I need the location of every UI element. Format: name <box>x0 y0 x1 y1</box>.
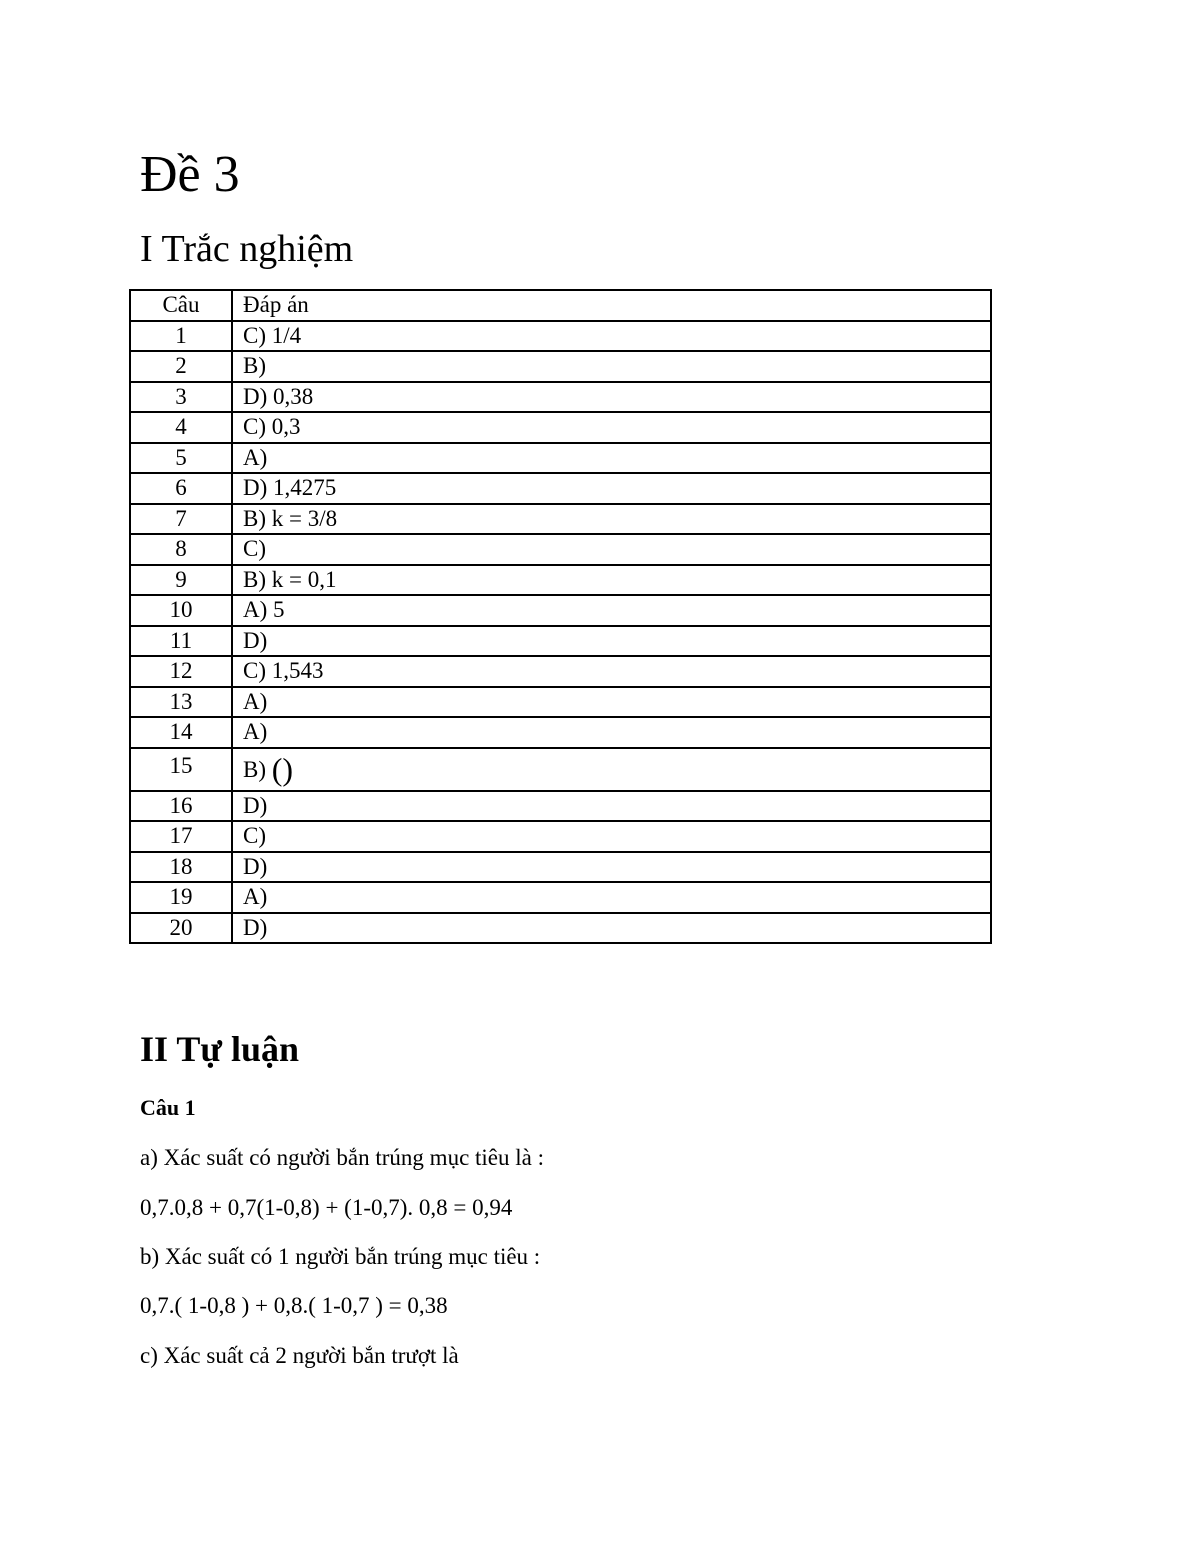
answer-value: A) 5 <box>232 595 991 626</box>
question-number: 2 <box>130 351 232 382</box>
question-number: 3 <box>130 382 232 413</box>
answer-table-header-row <box>130 290 991 321</box>
formula-placeholder: () <box>271 750 294 787</box>
question-number: 10 <box>130 595 232 626</box>
answer-value: B) <box>232 351 991 382</box>
question-number: 17 <box>130 821 232 852</box>
answer-table <box>129 289 992 944</box>
answer-value: A) <box>232 443 991 474</box>
answer-value: C) <box>232 534 991 565</box>
answer-value: D) <box>232 626 991 657</box>
answer-value: A) <box>232 882 991 913</box>
table-row <box>130 473 991 504</box>
solution-line-b: b) Xác suất có 1 người bắn trúng mục tiêu : <box>140 1244 541 1269</box>
table-row <box>130 321 991 352</box>
question-number: 9 <box>130 565 232 596</box>
table-row <box>130 382 991 413</box>
solution-formula-b: 0,7.( 1-0,8 ) + 0,8.( 1-0,7 ) = 0,38 <box>140 1293 448 1318</box>
table-row <box>130 687 991 718</box>
header-answer: Đáp án <box>232 290 991 321</box>
document-title: Đề 3 <box>140 146 240 203</box>
answer-value: C) 1,543 <box>232 656 991 687</box>
question-number: 19 <box>130 882 232 913</box>
table-row <box>130 913 991 944</box>
table-row <box>130 565 991 596</box>
question-number: 5 <box>130 443 232 474</box>
question-number: 18 <box>130 852 232 883</box>
solution-formula-a: 0,7.0,8 + 0,7(1-0,8) + (1-0,7). 0,8 = 0,94 <box>140 1195 513 1220</box>
answer-value: A) <box>232 687 991 718</box>
answer-value: D) <box>232 852 991 883</box>
question-number: 8 <box>130 534 232 565</box>
answer-value: D) <box>232 913 991 944</box>
answer-value: B) k = 0,1 <box>232 565 991 596</box>
question-number: 4 <box>130 412 232 443</box>
table-row <box>130 717 991 748</box>
answer-value: D) <box>232 791 991 822</box>
question-number: 13 <box>130 687 232 718</box>
question-number: 14 <box>130 717 232 748</box>
section-multiple-choice-title: I Trắc nghiệm <box>140 228 354 270</box>
table-row <box>130 852 991 883</box>
answer-value: B) <box>243 756 266 782</box>
table-row <box>130 882 991 913</box>
question-number: 11 <box>130 626 232 657</box>
table-row <box>130 534 991 565</box>
table-row <box>130 412 991 443</box>
answer-value: C) 0,3 <box>232 412 991 443</box>
header-question: Câu <box>130 290 232 321</box>
table-row <box>130 748 991 791</box>
answer-value: C) <box>232 821 991 852</box>
question-number: 15 <box>130 748 232 791</box>
answer-value: A) <box>232 717 991 748</box>
table-row <box>130 351 991 382</box>
question-number: 6 <box>130 473 232 504</box>
question-1-label: Câu 1 <box>140 1095 196 1120</box>
question-number: 16 <box>130 791 232 822</box>
answer-value: D) 0,38 <box>232 382 991 413</box>
answer-value: B) k = 3/8 <box>232 504 991 535</box>
table-row <box>130 626 991 657</box>
section-essay-title: II Tự luận <box>140 1029 300 1069</box>
answer-value: D) 1,4275 <box>232 473 991 504</box>
table-row <box>130 595 991 626</box>
question-number: 7 <box>130 504 232 535</box>
table-row <box>130 504 991 535</box>
answer-cell <box>232 748 991 791</box>
table-row <box>130 821 991 852</box>
table-row <box>130 443 991 474</box>
solution-line-c: c) Xác suất cả 2 người bắn trượt là <box>140 1343 459 1368</box>
table-row <box>130 656 991 687</box>
table-row <box>130 791 991 822</box>
question-number: 12 <box>130 656 232 687</box>
answer-value: C) 1/4 <box>232 321 991 352</box>
question-number: 1 <box>130 321 232 352</box>
solution-line-a: a) Xác suất có người bắn trúng mục tiêu là : <box>140 1145 545 1170</box>
question-number: 20 <box>130 913 232 944</box>
